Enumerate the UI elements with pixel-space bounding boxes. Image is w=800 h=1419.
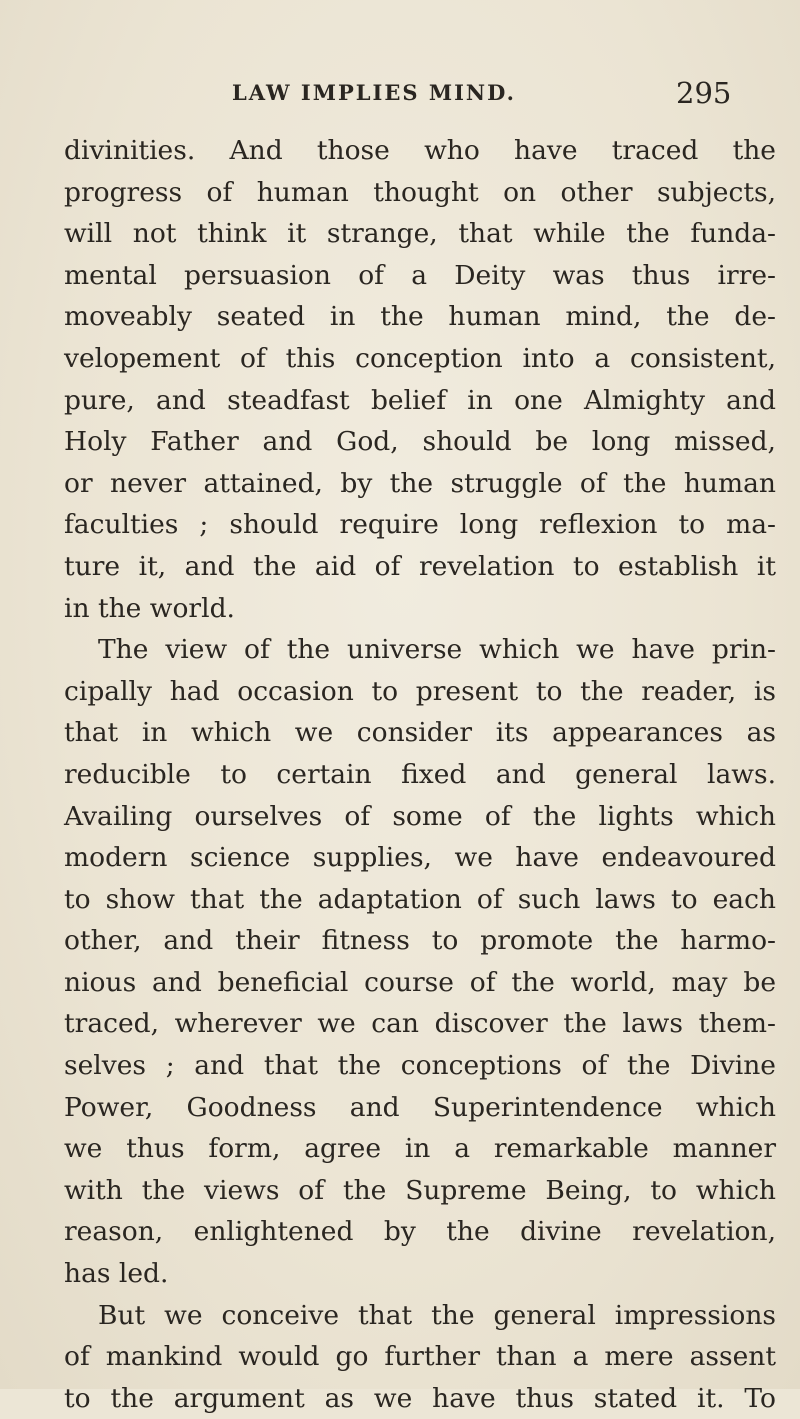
text-line: we thus form, agree in a remarkable manner [64,1133,776,1165]
text-line: ture it, and the aid of revelation to establish it [64,550,776,582]
text-line: mental persuasion of a Deity was thus irre- [64,259,776,291]
text-line: reducible to certain fixed and general laws. [64,758,776,790]
text-line: progress of human thought on other subjects, [64,176,776,208]
page-number: 295 [676,76,732,110]
text-line: nious and beneficial course of the world, may be [64,966,776,998]
text-line: to the argument as we have thus stated it. To [64,1382,776,1414]
text-line: velopement of this conception into a consistent, [64,342,776,374]
text-line: reason, enlightened by the divine revelation, [64,1216,776,1248]
text-line: pure, and steadfast belief in one Almighty and [64,384,776,416]
text-line: cipally had occasion to present to the reader, is [64,675,776,707]
text-line: that in which we consider its appearances as [64,717,776,749]
text-line: of mankind would go further than a mere assent [64,1341,776,1373]
paragraph-start-line: But we conceive that the general impressions [98,1299,776,1331]
text-line: other, and their fitness to promote the harmo- [64,925,776,957]
text-line: faculties ; should require long reflexion to ma- [64,509,776,541]
text-line: selves ; and that the conceptions of the Divine [64,1050,776,1082]
running-head: LAW IMPLIES MIND. [232,80,516,105]
text-line: modern science supplies, we have endeavoured [64,842,776,874]
text-line: in the world. [64,592,235,624]
text-line: has led. [64,1258,169,1290]
text-line: traced, wherever we can discover the laws them- [64,1008,776,1040]
text-line: will not think it strange, that while the funda- [64,218,776,250]
page-header [0,74,800,114]
body-text [64,130,776,1419]
paragraph-start-line: The view of the universe which we have prin- [98,634,776,666]
text-line: Availing ourselves of some of the lights which [64,800,776,832]
text-line: divinities. And those who have traced the [64,135,776,166]
text-line: moveably seated in the human mind, the de- [64,301,776,333]
text-line: Power, Goodness and Superintendence which [64,1091,776,1123]
text-line: with the views of the Supreme Being, to which [64,1174,776,1206]
text-line: Holy Father and God, should be long missed, [64,426,776,458]
text-line: to show that the adaptation of such laws to each [64,883,776,915]
text-line: or never attained, by the struggle of the human [64,467,776,499]
